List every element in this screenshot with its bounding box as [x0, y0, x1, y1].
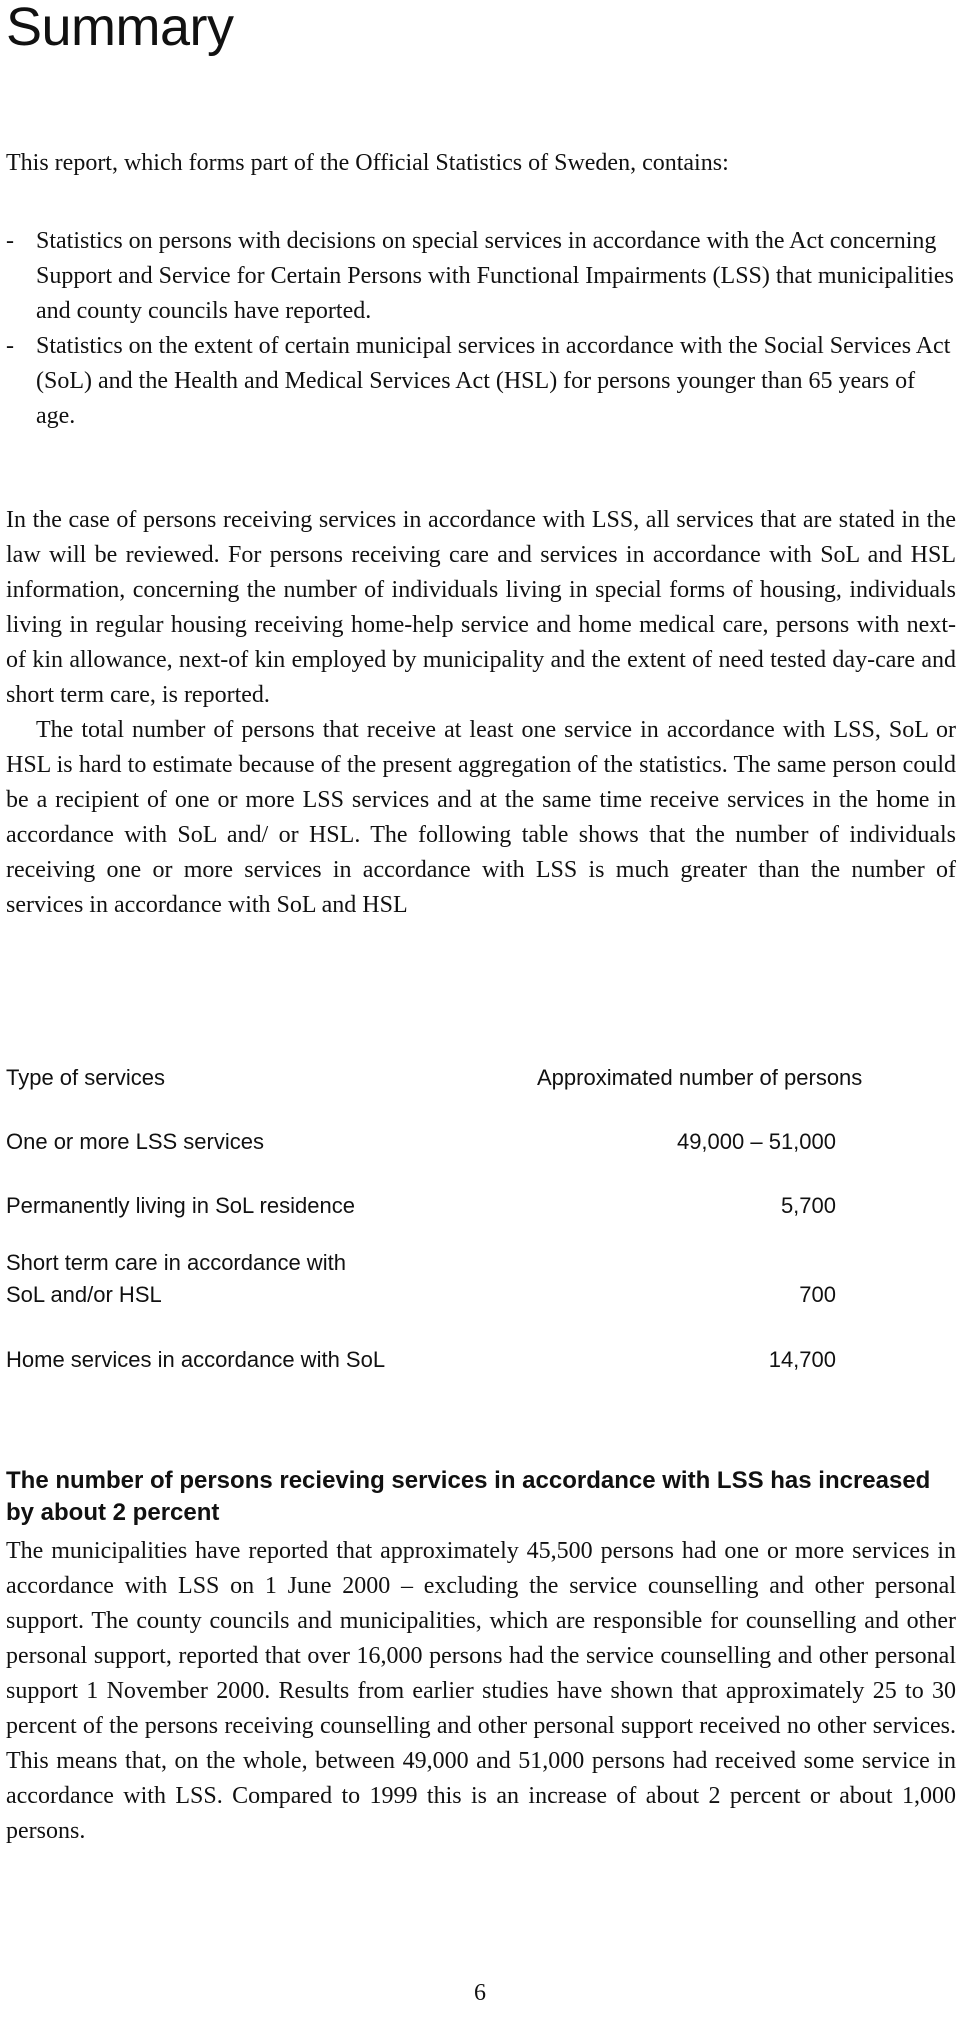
bullet-marker: -	[6, 333, 14, 359]
list-item-text: Statistics on persons with decisions on special services in accordance with the Act concerning Support and Service for Certain Persons with Functional Impairments (LSS) that municipalities and county councils have reported.	[36, 228, 954, 324]
page-title: Summary	[6, 0, 234, 57]
contents-list	[6, 224, 956, 434]
table-cell-value: 14,700	[768, 1347, 836, 1372]
table-cell-value: 5,700	[780, 1193, 836, 1218]
list-item	[6, 224, 956, 329]
table-cell-value: 700	[799, 1282, 836, 1307]
table-cell-type: Short term care in accordance with	[6, 1250, 346, 1275]
bullet-marker: -	[6, 228, 14, 254]
table-cell-type: Home services in accordance with SoL	[6, 1347, 386, 1372]
intro-paragraph: This report, which forms part of the Official Statistics of Sweden, contains:	[6, 150, 729, 176]
column-header-persons: Approximated number of persons	[537, 1065, 863, 1090]
body-paragraph: In the case of persons receiving services in accordance with LSS, all services that are stated in the law will be reviewed. For persons receiving care and services in accordance with SoL and HSL information, concerning the number of individuals living in special forms of housing, individuals living in regular housing receiving home-help service and home medical care, persons with next-of kin allowance, next-of kin employed by municipality and the extent of need tested day-care and short term care, is reported.	[6, 507, 956, 708]
table-cell-type: SoL and/or HSL	[6, 1282, 162, 1307]
list-item-text: Statistics on the extent of certain municipal services in accordance with the Social Services Act (SoL) and the Health and Medical Services Act (HSL) for persons younger than 65 years of age.	[36, 333, 951, 429]
list-item	[6, 329, 956, 434]
table-cell-type: One or more LSS services	[6, 1129, 264, 1154]
table-cell-type: Permanently living in SoL residence	[6, 1193, 355, 1218]
body-paragraph: The municipalities have reported that approximately 45,500 persons had one or more services in accordance with LSS on 1 June 2000 – excluding the service counselling and other personal support. The county councils and municipalities, which are responsible for counselling and other personal support, reported that over 16,000 persons had the service counselling and other personal support 1 November 2000. Results from earlier studies have shown that approximately 25 to 30 percent of the persons receiving counselling and other personal support received no other services. This means that, on the whole, between 49,000 and 51,000 persons had received some service in accordance with LSS. Compared to 1999 this is an increase of about 2 percent or about 1,000 persons.	[6, 1538, 956, 1844]
body-paragraph: The total number of persons that receive at least one service in accordance with LSS, SoL or HSL is hard to estimate because of the present aggregation of the statistics. The same person could be a recipient of one or more LSS services and at the same time receive services in the home in accordance with SoL and/ or HSL. The following table shows that the number of individuals receiving one or more services in accordance with LSS is much greater than the number of services in accordance with SoL and HSL	[6, 717, 956, 918]
section-heading: The number of persons recieving services in accordance with LSS has increased by about 2 percent	[6, 1467, 931, 1526]
body-section	[6, 503, 956, 923]
column-header-type: Type of services	[6, 1065, 165, 1090]
page-number: 6	[474, 1980, 486, 2006]
table-cell-value: 49,000 – 51,000	[676, 1129, 836, 1154]
